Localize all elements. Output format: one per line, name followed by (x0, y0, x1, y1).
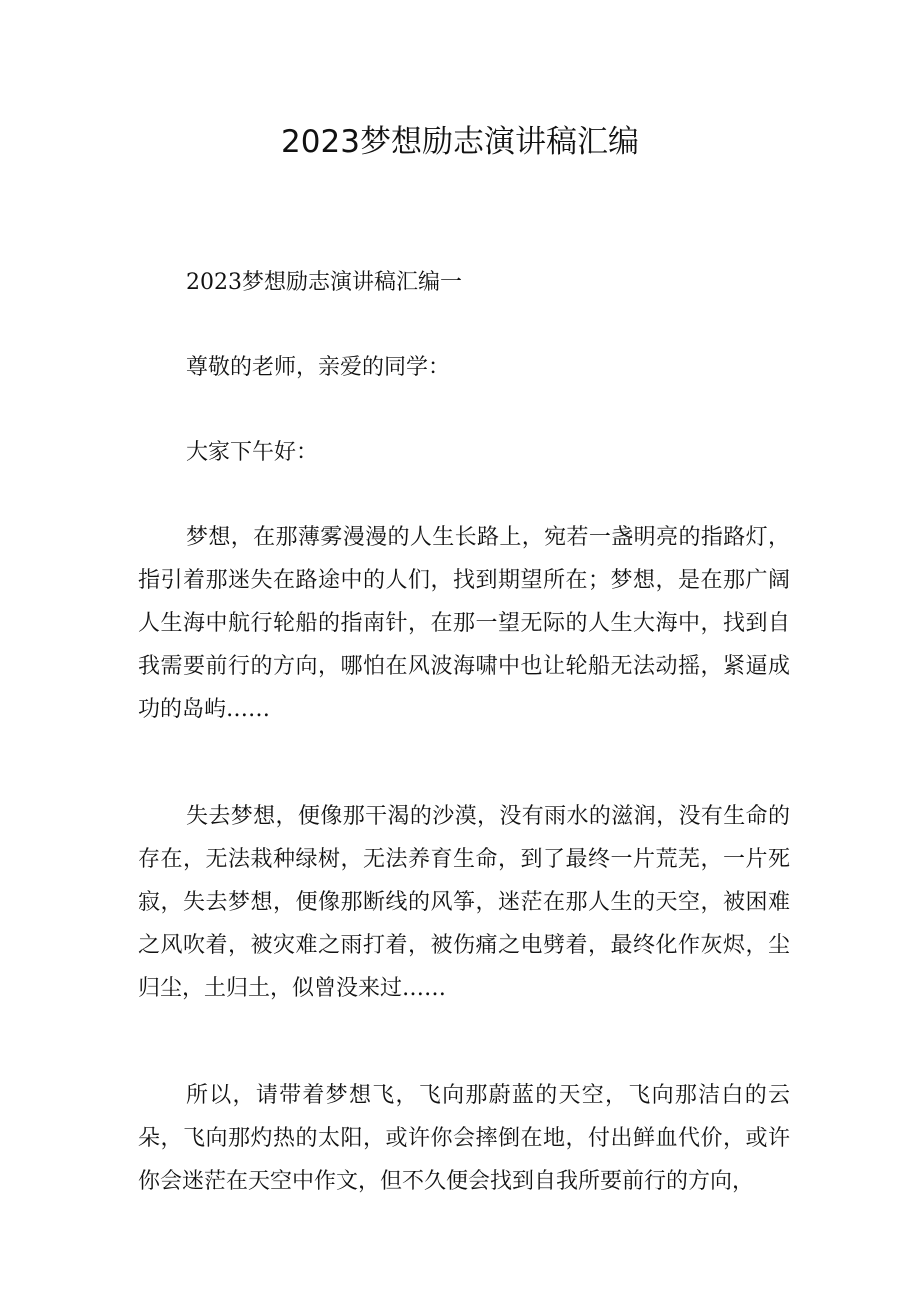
paragraph: 梦想，在那薄雾漫漫的人生长路上，宛若一盏明亮的指路灯，指引着那迷失在路途中的人们，找到期望所在；梦想，是在那广阔人生海中航行轮船的指南针，在那一望无际的人生大海中，找到自我需要前行的方向，哪怕在风波海啸中也让轮船无法动摇，紧逼成功的岛屿…… (138, 525, 790, 722)
document-title: 2023梦想励志演讲稿汇编 (281, 124, 639, 160)
section-heading: 2023梦想励志演讲稿汇编一 (186, 270, 462, 295)
paragraph: 所以，请带着梦想飞，飞向那蔚蓝的天空，飞向那洁白的云朵，飞向那灼热的太阳，或许你会摔倒在地，付出鲜血代价，或许你会迷茫在天空中作文，但不久便会找到自我所要前行的方向， (138, 1083, 790, 1194)
greeting: 大家下午好： (186, 440, 319, 465)
salutation: 尊敬的老师，亲爱的同学： (186, 355, 451, 380)
paragraph: 失去梦想，便像那干渴的沙漠，没有雨水的滋润，没有生命的存在，无法栽种绿树，无法养育生命，到了最终一片荒芜，一片死寂，失去梦想，便像那断线的风筝，迷茫在那人生的天空，被困难之风吹着，被灾难之雨打着，被伤痛之电劈着，最终化作灰烬，尘归尘，土归土，似曾没来过…… (138, 804, 790, 1001)
document-body (138, 261, 790, 1203)
